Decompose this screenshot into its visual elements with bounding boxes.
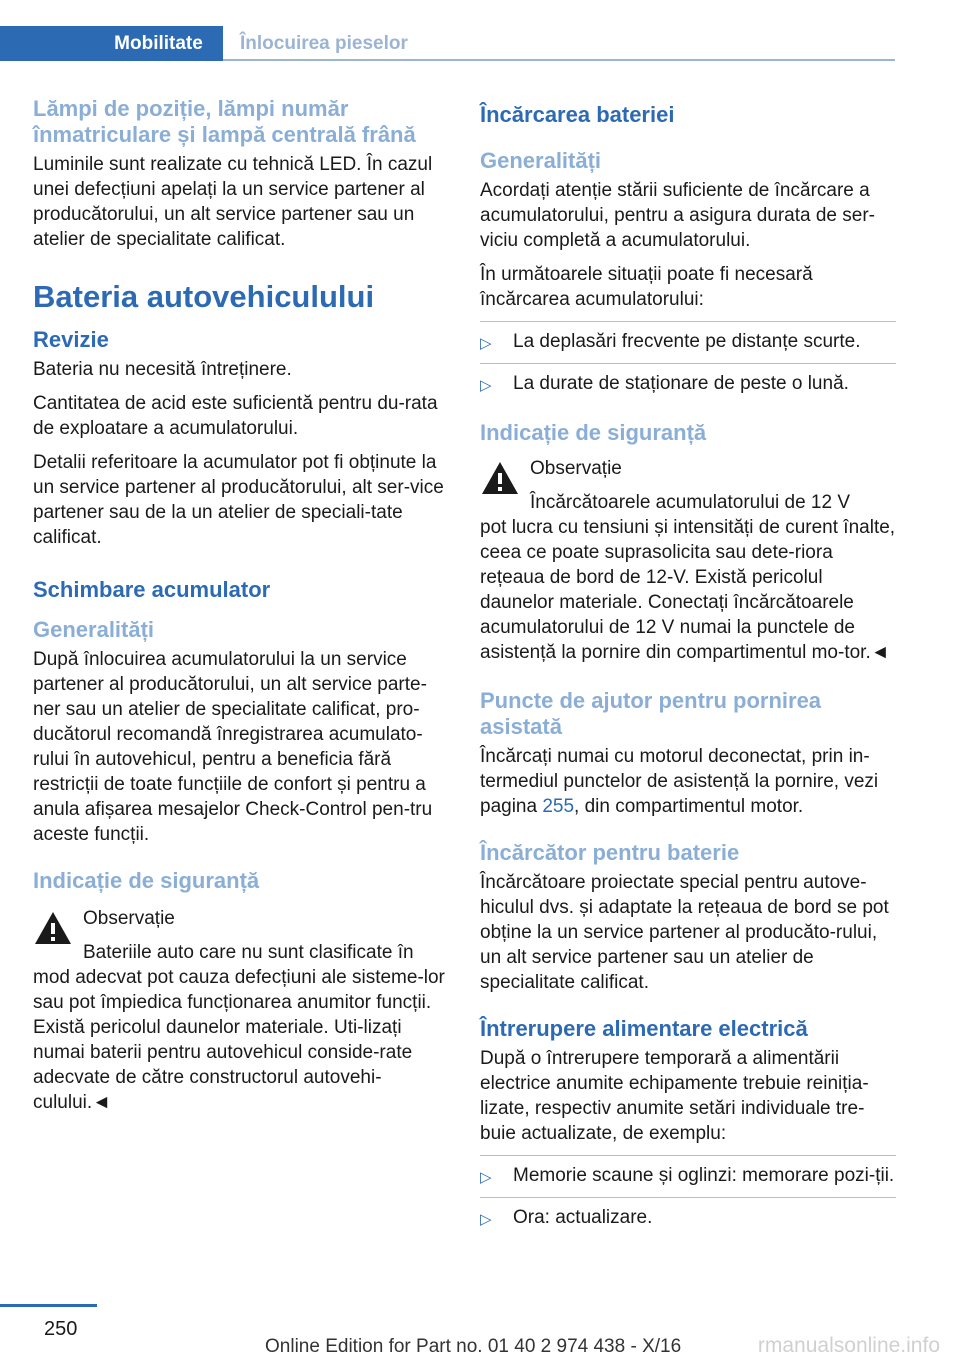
list-item: ▷ Memorie scaune și oglinzi: memorare pozi-ții.	[480, 1163, 896, 1190]
paragraph-intrerupere: După o întrerupere temporară a alimentării electrice anumite echipamente trebuie reiniția-lizate, respectiv anumite setări individuale tre-buie actualizate, de exemplu:	[480, 1048, 869, 1144]
paragraph-led: Luminile sunt realizate cu tehnică LED. În cazul unei defecțiuni apelați la un service partener al producătorului, un alt service partener sau un atelier de specialitate calificat.	[33, 154, 433, 250]
warning-title: Observație	[530, 458, 622, 479]
header-divider	[223, 59, 895, 61]
paragraph-acid: Cantitatea de acid este suficientă pentru du-rata de exploatare a acumulatorului.	[33, 393, 438, 439]
heading-lampi-pozitie: Lămpi de poziție, lămpi număr înmatriculare și lampă centrală frână	[33, 96, 416, 147]
page-number: 250	[44, 1318, 78, 1340]
right-column	[480, 96, 896, 1232]
list-item: ▷ La durate de staționare de peste o lună.	[480, 371, 896, 398]
warning-first-line: Încărcătoarele acumulatorului de 12 V	[530, 492, 851, 513]
heading-puncte-ajutor: Puncte de ajutor pentru pornirea asistată	[480, 688, 822, 739]
paragraph-intretinere: Bateria nu necesită întreținere.	[33, 359, 292, 380]
heading-generalitati: Generalități	[33, 617, 155, 642]
heading-bateria: Bateria autovehiculului	[33, 279, 375, 314]
heading-incarcarea: Încărcarea bateriei	[480, 102, 675, 127]
paragraph-atentie: Acordați atenție stării suficiente de încărcare a acumulatorului, pentru a asigura durata de ser-viciu completă a acumulatorului.	[480, 180, 876, 251]
watermark: rmanualsonline.info	[757, 1334, 940, 1357]
heading-schimbare: Schimbare acumulator	[33, 577, 271, 602]
heading-generalitati-2: Generalități	[480, 148, 602, 173]
warning-first-line: Bateriile auto care nu sunt clasificate în	[83, 942, 414, 963]
heading-incarcator: Încărcător pentru baterie	[480, 840, 740, 865]
reset-list	[480, 1155, 896, 1232]
triangle-bullet-icon: ▷	[480, 377, 492, 394]
left-column	[33, 96, 449, 1124]
warning-text: mod adecvat pot cauza defecțiuni ale sisteme-lor sau pot împiedica funcționarea anumitor funcții. Există pericolul daunelor materiale. Uti-lizați numai baterii pentru autovehicul conside-rate adecvate de către constructorul autovehi-culului.◄	[33, 967, 445, 1113]
tab-inlocuirea-pieselor[interactable]: Înlocuirea pieselor	[240, 32, 408, 54]
triangle-bullet-icon: ▷	[480, 1211, 492, 1228]
footer-divider	[0, 1304, 97, 1307]
paragraph-incarcati: Încărcați numai cu motorul deconectat, prin in-termediul punctelor de asistență la pornire, vezi pagina 255, din compartimentul motor.	[480, 746, 879, 817]
paragraph-detalii: Detalii referitoare la acumulator pot fi obținute la un service partener al producătorului, alt ser-vice partener sau de la un atelier de speciali-tate calificat.	[33, 452, 444, 548]
heading-revizie: Revizie	[33, 327, 109, 352]
list-item: ▷ La deplasări frecvente pe distanțe scurte.	[480, 329, 896, 356]
page-link-255[interactable]: 255	[542, 796, 575, 817]
warning-box-2	[480, 456, 896, 665]
triangle-bullet-icon: ▷	[480, 335, 492, 352]
warning-title: Observație	[83, 908, 175, 929]
heading-indicatie: Indicație de siguranță	[33, 868, 260, 893]
heading-indicatie-2: Indicație de siguranță	[480, 420, 707, 445]
list-item: ▷ Ora: actualizare.	[480, 1205, 896, 1232]
warning-icon	[33, 910, 73, 946]
heading-intrerupere: Întrerupere alimentare electrică	[480, 1016, 808, 1041]
warning-icon	[480, 460, 520, 496]
warning-box	[33, 906, 449, 1115]
tab-mobilitate[interactable]: Mobilitate	[0, 26, 223, 61]
situations-list	[480, 321, 896, 398]
paragraph-incarcatoare: Încărcătoare proiectate special pentru autove-hiculul dvs. și adaptate la rețeaua de bord se pot obține la un service partener al producăto-rului, un alt service partener sau un atelier de specialitate calificat.	[480, 872, 889, 993]
triangle-bullet-icon: ▷	[480, 1169, 492, 1186]
paragraph-situatii: În următoarele situații poate fi necesară încărcarea acumulatorului:	[480, 264, 813, 310]
edition-text: Online Edition for Part no. 01 40 2 974 438 - X/16	[265, 1336, 682, 1357]
paragraph-inlocuire: După înlocuirea acumulatorului la un service partener al producătorului, un alt service parte-ner sau un atelier de specialitate calificat, pro-ducătorul recomandă înregistrarea acumulato-rului în autovehicul, pentru a beneficia fără restricții de toate funcțiile de confort și pentru a anula afișarea mesajelor Check-Control pen-tru aceste funcții.	[33, 649, 433, 845]
warning-text: pot lucra cu tensiuni și intensități de curent înalte, ceea ce poate suprasolicita sau dete-riora rețeaua de bord de 12-V. Există pericolul daunelor materiale. Conectați încărcătoarele acumulatorului de 12 V numai la punctele de asistență la pornire din compartimentul mo-tor.◄	[480, 517, 896, 663]
page-header	[0, 0, 895, 62]
